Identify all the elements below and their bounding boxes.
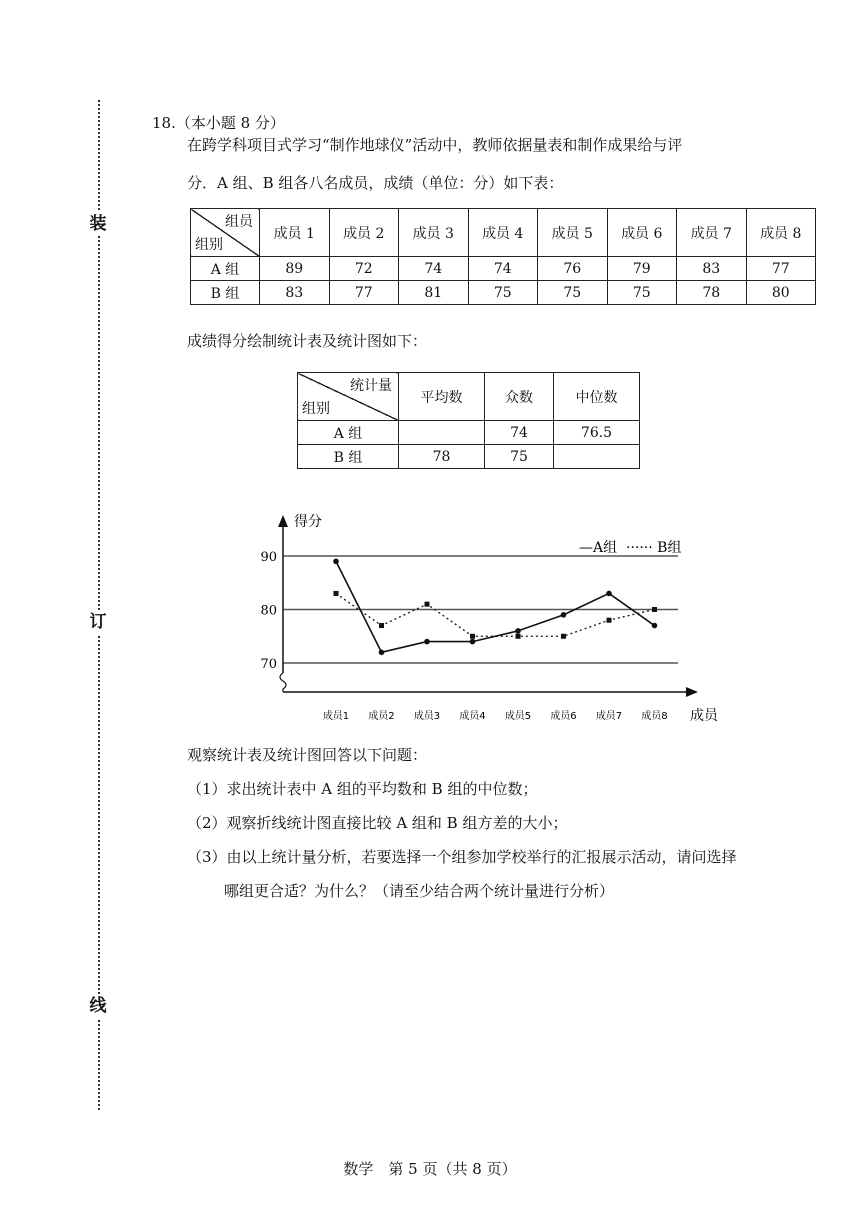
question-line-2: 分．A 组、B 组各八名成员，成绩（单位：分）如下表： [187,174,564,192]
header-cell: 众数 [485,373,554,421]
group-cell: B 组 [191,281,260,305]
value-cell: 75 [538,281,608,305]
header-cell: 成员 8 [746,209,816,257]
margin-label-ding: 订 [86,610,110,634]
corner-top-label: 统计量 [350,378,392,394]
header-cell: 中位数 [554,373,640,421]
header-cell: 成员 4 [468,209,538,257]
data-point-b [516,634,521,639]
x-tick-label: 成员3 [413,711,441,722]
data-point-b [334,591,339,596]
corner-bottom-label: 组别 [302,401,330,417]
x-tick-label: 成员1 [322,711,350,722]
value-cell: 80 [746,281,816,305]
line-chart [250,505,730,735]
table-row [298,421,640,445]
y-axis-label: 得分 [294,514,322,530]
margin-label-xian: 线 [86,994,110,1018]
value-cell: 81 [399,281,469,305]
value-cell: 89 [260,257,330,281]
y-axis-arrow [278,515,288,527]
sub-question-3-line-1: （3）由以上统计量分析，若要选择一个组参加学校举行的汇报展示活动，请问选择 [187,848,737,866]
x-tick-label: 成员2 [368,711,395,722]
y-tick-label: 90 [260,550,277,565]
value-cell: 72 [329,257,399,281]
header-cell: 成员 1 [260,209,330,257]
y-tick-label: 70 [260,657,277,672]
value-cell: 77 [746,257,816,281]
value-cell: 77 [329,281,399,305]
value-cell [399,421,485,445]
value-cell: 78 [677,281,747,305]
score-table [190,208,816,305]
value-cell: 75 [468,281,538,305]
value-cell: 75 [485,445,554,469]
stat-table-corner [298,373,399,421]
x-tick-label: 成员8 [641,711,668,722]
sub-question-1: （1）求出统计表中 A 组的平均数和 B 组的中位数； [187,780,538,798]
data-point-a [379,650,385,656]
page-footer: 数学 第 5 页（共 8 页） [343,1160,517,1178]
data-point-a [470,639,476,645]
question-line-1: 在跨学科项目式学习“制作地球仪”活动中，教师依据量表和制作成果给与评 [187,136,683,154]
x-tick-label: 成员5 [504,711,532,722]
x-tick-label: 成员7 [595,711,623,722]
group-cell: B 组 [298,445,399,469]
table-row [191,257,816,281]
header-cell: 成员 5 [538,209,608,257]
x-tick-label: 成员6 [550,711,577,722]
series-line-b [336,593,655,636]
data-point-b [379,623,384,628]
table-row [191,281,816,305]
sub-question-2: （2）观察折线统计图直接比较 A 组和 B 组方差的大小； [187,814,568,832]
value-cell: 74 [399,257,469,281]
value-cell: 76.5 [554,421,640,445]
data-point-a [424,639,430,645]
data-point-a [652,623,658,629]
data-point-b [652,607,657,612]
data-point-a [515,628,521,634]
x-axis-label: 成员 [690,708,718,724]
series-line-a [336,561,655,652]
header-cell: 成员 2 [329,209,399,257]
axis-break [280,673,286,692]
data-point-b [607,618,612,623]
x-tick-label: 成员4 [459,711,486,722]
value-cell: 75 [607,281,677,305]
value-cell: 74 [468,257,538,281]
stat-table [297,372,640,469]
legend-b: ······ B组 [626,540,682,556]
answers-intro: 观察统计表及统计图回答以下问题： [187,746,428,764]
data-point-b [561,634,566,639]
binding-margin-line [98,100,100,1110]
header-cell: 成员 6 [607,209,677,257]
y-tick-label: 80 [260,603,277,619]
value-cell: 79 [607,257,677,281]
data-point-b [470,634,475,639]
value-cell [554,445,640,469]
header-cell: 平均数 [399,373,485,421]
score-table-corner [191,209,260,257]
margin-label-zhuang: 装 [86,212,110,236]
value-cell: 76 [538,257,608,281]
data-point-b [425,602,430,607]
sub-question-3-line-2: 哪组更合适？为什么？（请至少结合两个统计量进行分析） [224,882,615,900]
data-point-a [561,612,567,618]
data-point-a [333,559,339,565]
intro-text: 成绩得分绘制统计表及统计图如下： [187,332,428,350]
header-cell: 成员 3 [399,209,469,257]
question-heading: 18.（本小题 8 分） [152,114,285,132]
group-cell: A 组 [298,421,399,445]
corner-top-label: 组员 [225,214,253,230]
value-cell: 83 [260,281,330,305]
value-cell: 74 [485,421,554,445]
header-cell: 成员 7 [677,209,747,257]
corner-bottom-label: 组别 [195,237,223,253]
group-cell: A 组 [191,257,260,281]
x-axis-arrow [686,687,698,697]
table-row [298,445,640,469]
value-cell: 78 [399,445,485,469]
data-point-a [606,591,612,597]
legend-a: —A组 [579,540,618,556]
value-cell: 83 [677,257,747,281]
